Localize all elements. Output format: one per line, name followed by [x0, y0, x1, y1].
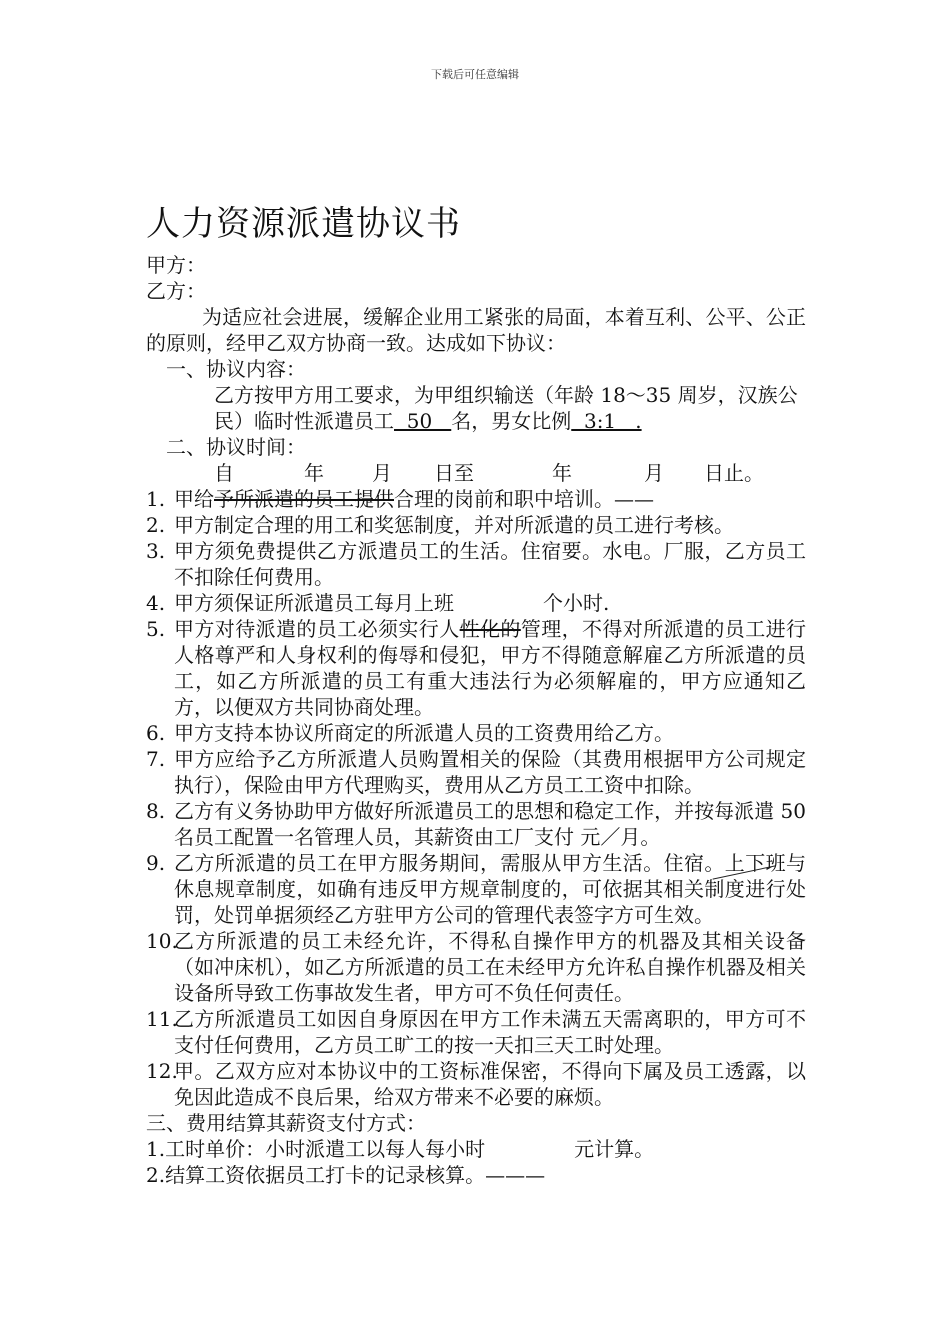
clause-item: [146, 512, 806, 538]
clause-text: [174, 486, 806, 512]
section1-text-a: 乙方按甲方用工要求，为甲组织输送（年龄 18～35 周岁，汉族公民）临时性派遣员工: [214, 383, 798, 433]
date-part: 日至: [434, 461, 474, 485]
agreement-date-range: [146, 460, 806, 486]
clause-number: 1.: [146, 487, 166, 511]
clause-item: [146, 798, 806, 850]
clause-text: 乙方所派遣员工如因自身原因在甲方工作未满五天需离职的，甲方可不支付任何费用，乙方员工旷工的按一天扣三天工时处理。: [174, 1007, 806, 1057]
gender-ratio: 3:1 .: [571, 409, 642, 433]
date-part: 月: [372, 461, 392, 485]
clause-item: [146, 1058, 806, 1110]
document-title: 人力资源派遣协议书: [146, 204, 461, 244]
date-part: 年: [552, 461, 572, 485]
worker-count: 50: [394, 409, 452, 433]
clause-text: 甲方支持本协议所商定的所派遣人员的工资费用给乙方。: [174, 721, 674, 745]
clause-item: [146, 486, 806, 512]
clause-item: [146, 1006, 806, 1058]
section1-heading: 一、协议内容：: [166, 357, 306, 381]
section3-line-2: 2.结算工资依据员工打卡的记录核算。———: [146, 1163, 546, 1187]
clause-number: 10.: [146, 929, 178, 953]
clause-number: 5.: [146, 617, 166, 641]
section1-content: [146, 382, 806, 434]
clause-text: [174, 616, 806, 720]
clause-number: 6.: [146, 721, 166, 745]
clause-text: 甲方须免费提供乙方派遣员工的生活。住宿要。水电。厂服，乙方员工不扣除任何费用。: [174, 539, 806, 589]
clause-text-part: 管理，不得对所派遣的员工进行人格尊严和人身权利的侮辱和侵犯，甲方不得随意解雇乙方所派遣的员工，如乙方所派遣的员工有重大违法行为必须解雇的，甲方应通知乙方，以便双方共同协商处理。: [174, 617, 807, 719]
clause-text: 甲方应给予乙方所派遣人员购置相关的保险（其费用根据甲方公司规定执行），保险由甲方代理购买，费用从乙方员工工资中扣除。: [174, 747, 806, 797]
clause-text: 甲方制定合理的用工和奖惩制度，并对所派遣的员工进行考核。: [174, 513, 734, 537]
section3-heading: 三、费用结算其薪资支付方式：: [146, 1111, 426, 1135]
date-part: 自: [214, 461, 234, 485]
clause-number: 9.: [146, 851, 166, 875]
clause-item: [146, 616, 806, 720]
agreement-document: [146, 200, 806, 1188]
section2-heading: 二、协议时间：: [166, 435, 306, 459]
date-part: 日止。: [704, 461, 764, 485]
clause-text-part: 合理的岗前和职中培训。——: [394, 487, 654, 511]
clause-text-part: 甲方对待派遣的员工必须实行人: [174, 617, 460, 641]
clause-text: 乙方所派遣的员工未经允许，不得私自操作甲方的机器及其相关设备（如冲床机），如乙方所派遣的员工在未经甲方允许私自操作机器及相关设备所导致工伤事故发生者，甲方可不负任何责任。: [174, 929, 806, 1005]
clause-number: 8.: [146, 799, 166, 823]
clause-text-part: 甲给: [174, 487, 214, 511]
clause-text: 甲方须保证所派遣员工每月上班 个小时.: [174, 591, 610, 615]
clause-list: [146, 486, 806, 1110]
intro-paragraph: 为适应社会进展，缓解企业用工紧张的局面，本着互利、公平、公正的原则，经甲乙双方协商一致。达成如下协议：: [146, 305, 806, 355]
clause-number: 11.: [146, 1007, 178, 1031]
party-a-label: 甲方：: [146, 253, 206, 277]
clause-number: 7.: [146, 747, 166, 771]
clause-item: [146, 928, 806, 1006]
clause-text: 乙方有义务协助甲方做好所派遣员工的思想和稳定工作，并按每派遣 50 名员工配置一名管理人员，其薪资由工厂支付 元／月。: [174, 799, 806, 849]
clause-text: 乙方所派遣的员工在甲方服务期间，需服从甲方生活。住宿。上下班与休息规章制度，如确有违反甲方规章制度的，可依据其相关制度进行处罚，处罚单据须经乙方驻甲方公司的管理代表签字方可生效。: [174, 851, 806, 927]
section3-line-1: 1.工时单价：小时派遣工以每人每小时 元计算。: [146, 1137, 655, 1161]
clause-number: 2.: [146, 513, 166, 537]
date-part: 年: [304, 461, 324, 485]
clause-item: [146, 538, 806, 590]
clause-number: 3.: [146, 539, 166, 563]
section1-text-b: 名，男女比例: [451, 409, 572, 433]
struck-text: 予所派遣的员工提供: [214, 487, 394, 511]
clause-number: 4.: [146, 591, 166, 615]
clause-number: 12.: [146, 1059, 178, 1083]
party-b-label: 乙方：: [146, 279, 206, 303]
clause-item: [146, 720, 806, 746]
clause-text: 甲。乙双方应对本协议中的工资标准保密，不得向下属及员工透露，以免因此造成不良后果，给双方带来不必要的麻烦。: [174, 1059, 806, 1109]
page-header-note: 下载后可任意编辑: [431, 68, 519, 81]
clause-item: [146, 590, 806, 616]
clause-item: [146, 746, 806, 798]
date-part: 月: [644, 461, 664, 485]
clause-item: [146, 850, 806, 928]
struck-text: 性化的: [459, 617, 521, 641]
